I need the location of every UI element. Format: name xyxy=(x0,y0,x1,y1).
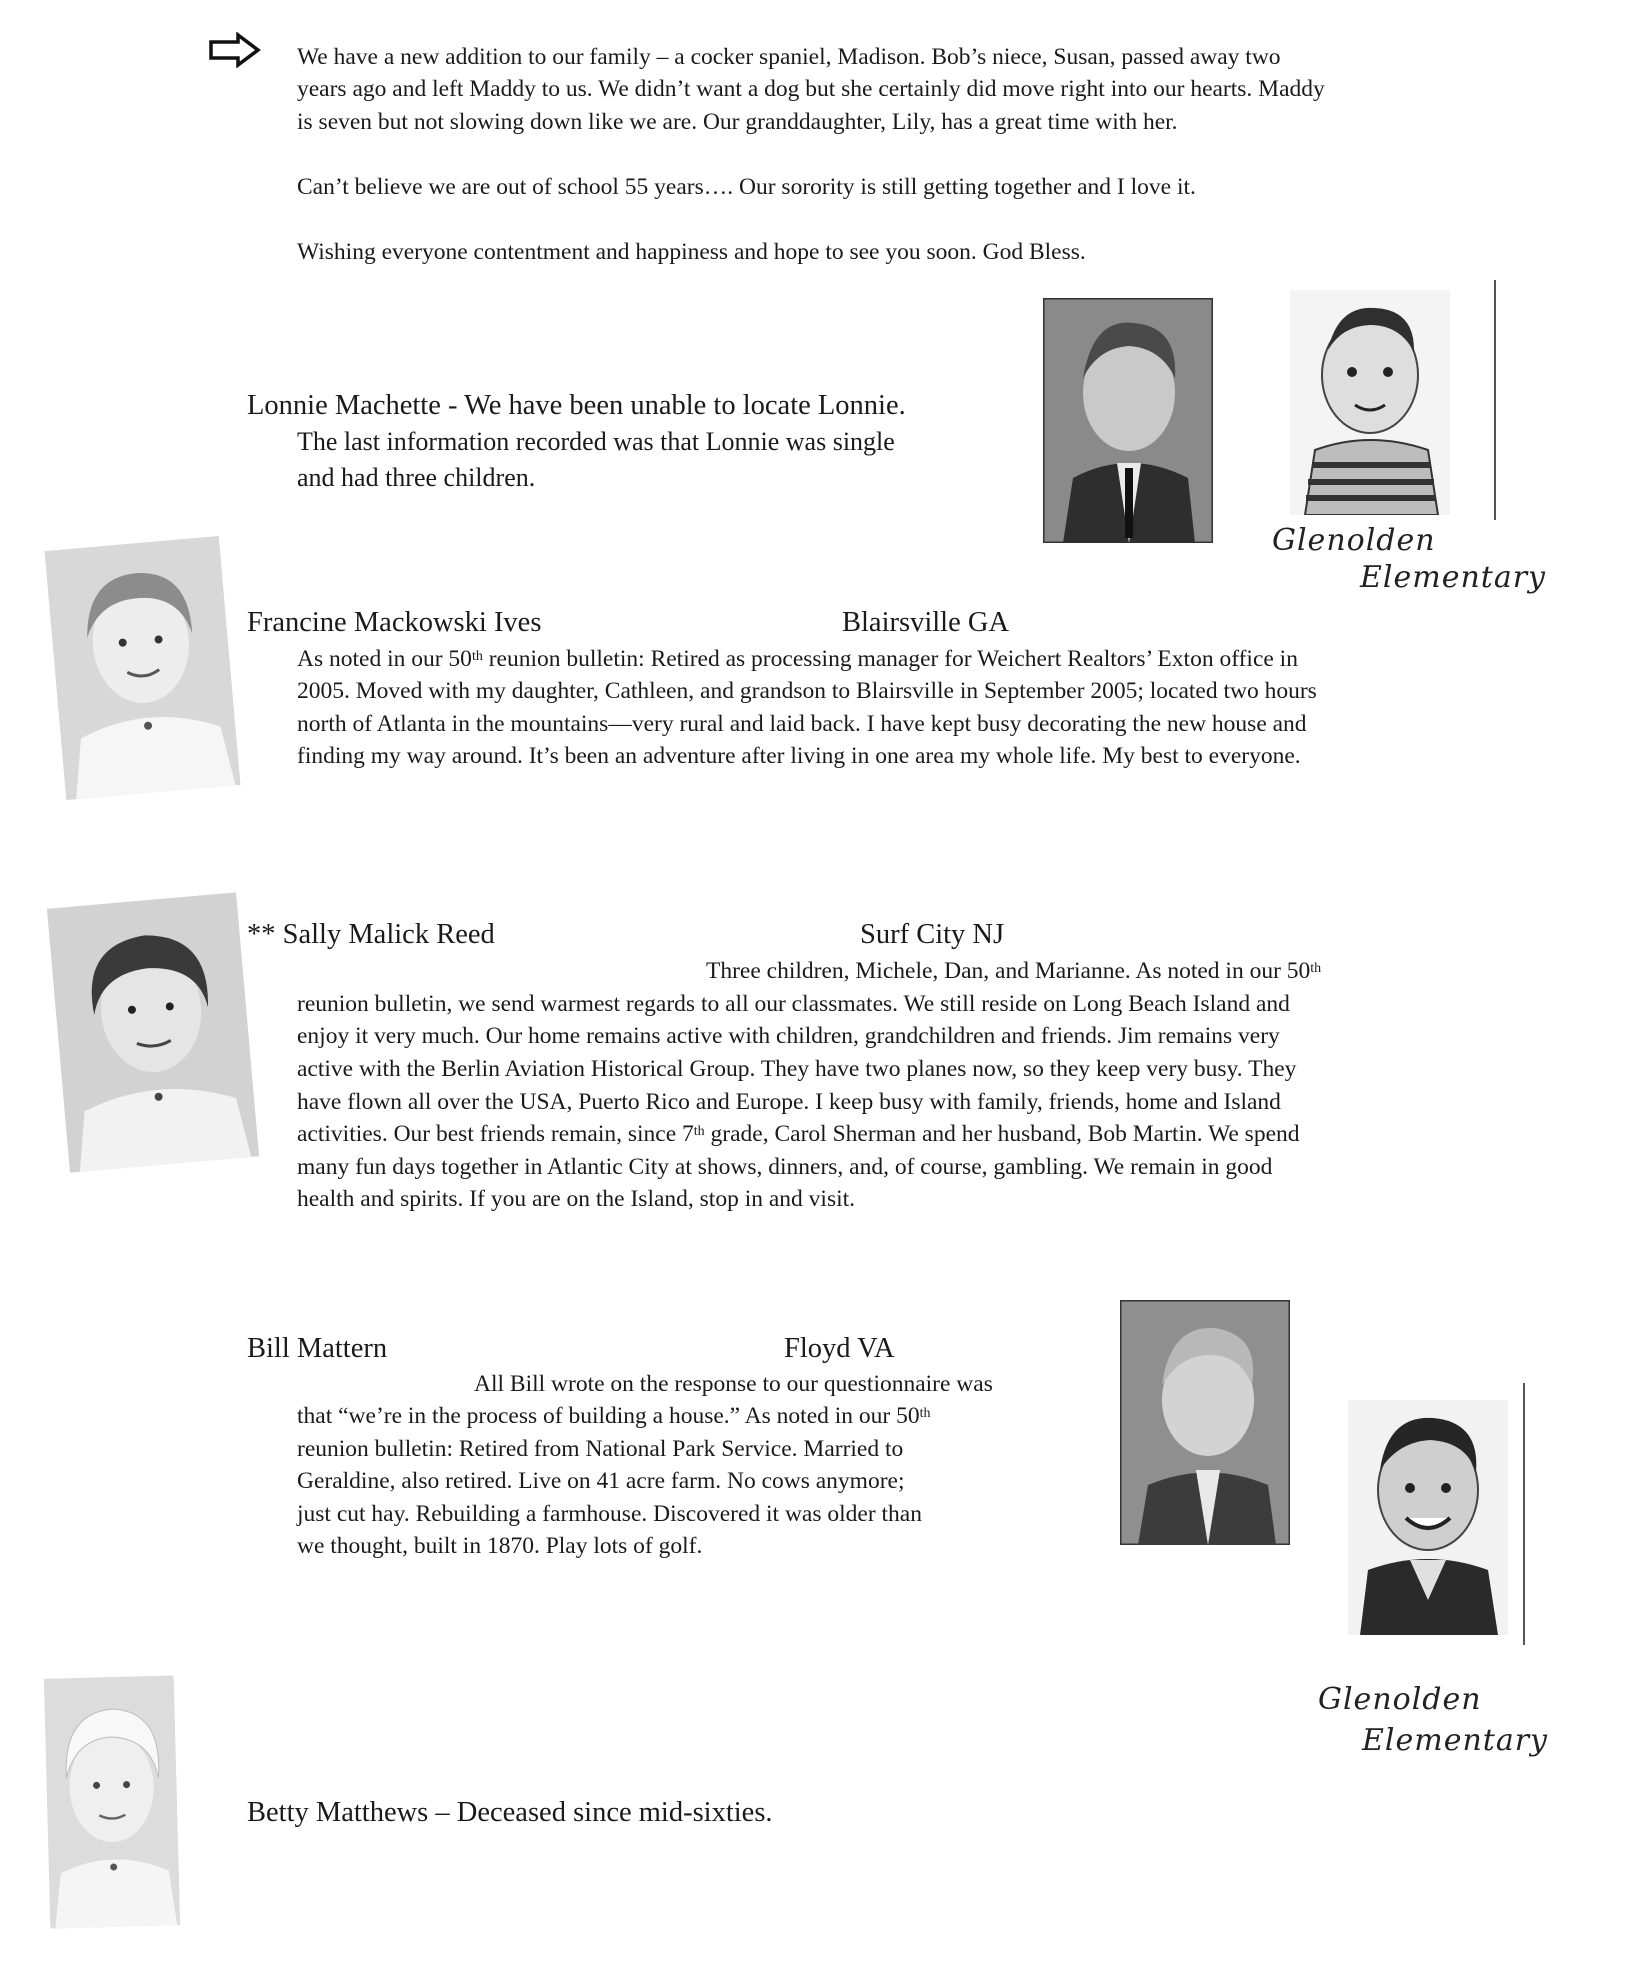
sally-line-6 xyxy=(297,1118,1300,1151)
sally-line-6-start: activities. Our best friends remain, since 7 xyxy=(297,1121,694,1147)
bill-line-2 xyxy=(297,1400,931,1433)
lonnie-line-1: The last information recorded was that Lonnie was single xyxy=(297,427,895,456)
francine-line-1 xyxy=(297,643,1298,676)
francine-line-4: finding my way around. It’s been an adventure after living in one area my whole life. My best to everyone. xyxy=(297,743,1301,769)
francine-name: Francine Mackowski Ives xyxy=(247,607,542,638)
lonnie-caption-line-2: Elementary xyxy=(1360,560,1547,595)
sally-line-6-superscript: th xyxy=(693,1124,705,1139)
francine-line-1-start: As noted in our 50 xyxy=(297,646,472,672)
betty-portrait xyxy=(44,1675,180,1928)
intro-line-2: years ago and left Maddy to us. We didn’t want a dog but she certainly did move right into our hearts. Maddy xyxy=(297,76,1325,102)
photo-edge-line xyxy=(1494,280,1496,520)
sally-line-8: health and spirits. If you are on the Island, stop in and visit. xyxy=(297,1186,856,1212)
sally-line-4: active with the Berlin Aviation Historical Group. They have two planes now, so they keep very busy. They xyxy=(297,1056,1297,1082)
bill-line-2-text: that “we’re in the process of building a house.” As noted in our 50 xyxy=(297,1403,920,1429)
intro-paragraph-3: Wishing everyone contentment and happiness and hope to see you soon. God Bless. xyxy=(297,239,1086,265)
francine-line-1-superscript: th xyxy=(471,649,483,664)
betty-heading: Betty Matthews – Deceased since mid-sixties. xyxy=(247,1797,773,1828)
bill-line-6: we thought, built in 1870. Play lots of golf. xyxy=(297,1533,703,1559)
intro-paragraph-2: Can’t believe we are out of school 55 years…. Our sorority is still getting together and I love it. xyxy=(297,174,1196,200)
bill-line-3: reunion bulletin: Retired from National Park Service. Married to xyxy=(297,1436,904,1462)
bill-line-5: just cut hay. Rebuilding a farmhouse. Discovered it was older than xyxy=(297,1501,922,1527)
bill-caption-line-2: Elementary xyxy=(1362,1723,1549,1758)
sally-line-5: have flown all over the USA, Puerto Rico and Europe. I keep busy with family, friends, home and Island xyxy=(297,1089,1281,1115)
intro-line-3: is seven but not slowing down like we are. Our granddaughter, Lily, has a great time with her. xyxy=(297,109,1178,135)
bill-location: Floyd VA xyxy=(784,1333,895,1364)
sally-line-6-end: grade, Carol Sherman and her husband, Bob Martin. We spend xyxy=(704,1121,1300,1147)
lonnie-senior-portrait xyxy=(1043,298,1213,543)
sally-line-1-text: Three children, Michele, Dan, and Marianne. As noted in our 50 xyxy=(706,958,1311,984)
arrow-icon xyxy=(208,32,262,73)
sally-line-7: many fun days together in Atlantic City at shows, dinners, and, of course, gambling. We remain in good xyxy=(297,1154,1273,1180)
sally-location: Surf City NJ xyxy=(860,919,1005,950)
bill-name: Bill Mattern xyxy=(247,1333,388,1364)
lonnie-child-portrait xyxy=(1290,290,1450,515)
photo-edge-line xyxy=(1523,1383,1525,1645)
sally-portrait xyxy=(47,892,259,1173)
lonnie-line-2: and had three children. xyxy=(297,463,536,492)
bill-line-4: Geraldine, also retired. Live on 41 acre farm. No cows anymore; xyxy=(297,1468,905,1494)
bill-child-portrait xyxy=(1348,1400,1508,1635)
sally-line-1 xyxy=(706,955,1321,988)
bill-senior-portrait xyxy=(1120,1300,1290,1545)
francine-line-2: 2005. Moved with my daughter, Cathleen, and grandson to Blairsville in September 2005; located two hours xyxy=(297,678,1317,704)
francine-location: Blairsville GA xyxy=(842,607,1010,638)
bill-line-1: All Bill wrote on the response to our questionnaire was xyxy=(474,1371,993,1397)
intro-line-1: We have a new addition to our family – a cocker spaniel, Madison. Bob’s niece, Susan, passed away two xyxy=(297,44,1281,70)
sally-name: ** Sally Malick Reed xyxy=(247,919,495,950)
bill-caption-line-1: Glenolden xyxy=(1318,1682,1482,1717)
francine-line-1-end: reunion bulletin: Retired as processing manager for Weichert Realtors’ Exton office in xyxy=(482,646,1298,672)
francine-portrait xyxy=(44,536,240,800)
sally-line-3: enjoy it very much. Our home remains active with children, grandchildren and friends. Jim remains very xyxy=(297,1023,1280,1049)
sally-line-2: reunion bulletin, we send warmest regards to all our classmates. We still reside on Long Beach Island and xyxy=(297,991,1290,1017)
lonnie-heading: Lonnie Machette - We have been unable to locate Lonnie. xyxy=(247,390,906,421)
lonnie-caption-line-1: Glenolden xyxy=(1272,523,1436,558)
francine-line-3: north of Atlanta in the mountains—very rural and laid back. I have kept busy decorating the new house and xyxy=(297,711,1307,737)
bill-line-2-superscript: th xyxy=(919,1406,931,1421)
sally-line-1-superscript: th xyxy=(1310,961,1322,976)
